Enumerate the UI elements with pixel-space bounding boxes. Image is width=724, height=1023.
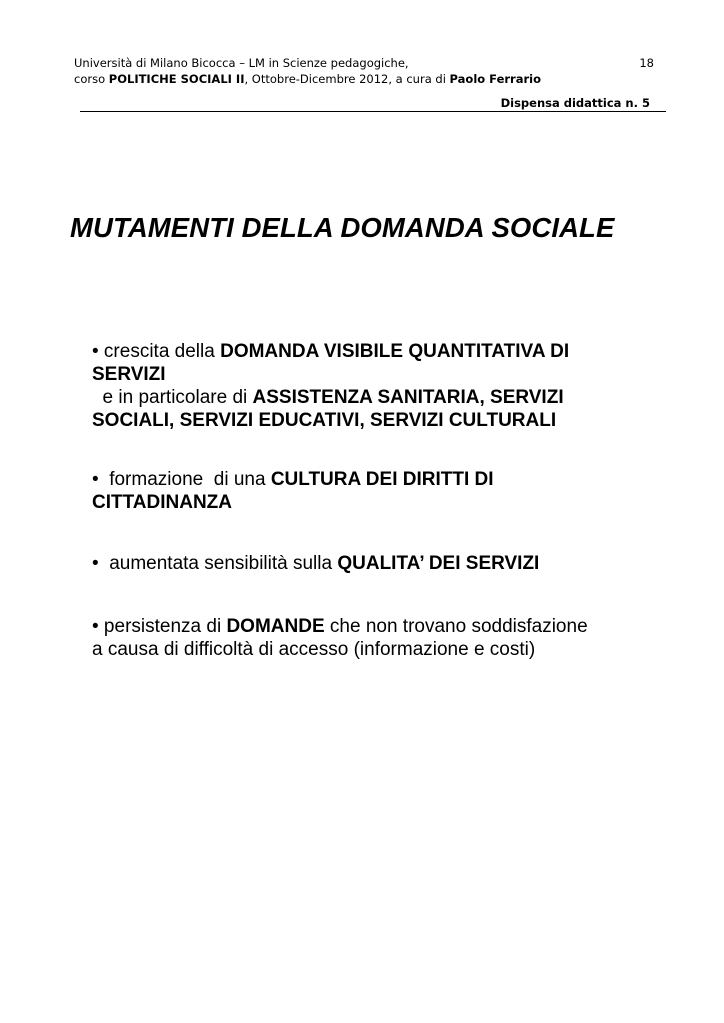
- bullet-text: e in particolare di: [92, 387, 253, 408]
- bullet-emphasis: ASSISTENZA SANITARIA, SERVIZI: [252, 387, 564, 408]
- bullet-emphasis: CULTURA DEI DIRITTI DI: [270, 469, 494, 490]
- header-course-prefix: corso: [74, 71, 109, 86]
- bullet-emphasis: DOMANDE: [226, 616, 325, 637]
- bullet-line: [92, 615, 652, 638]
- bullet-text: • formazione di una: [92, 469, 271, 490]
- bullet-emphasis: SERVIZI: [92, 364, 166, 385]
- bullet-line: [92, 491, 652, 514]
- bullet-line: [92, 363, 652, 386]
- bullet-text: • aumentata sensibilità sulla: [92, 553, 338, 574]
- bullet-emphasis: SOCIALI, SERVIZI EDUCATIVI, SERVIZI CULTURALI: [92, 410, 557, 431]
- bullet-emphasis: CITTADINANZA: [92, 492, 233, 513]
- header-line-1: Università di Milano Bicocca – LM in Scienze pedagogiche,: [74, 56, 409, 70]
- page-header: [74, 56, 658, 110]
- bullet-line: [92, 552, 652, 575]
- bullet-line: [92, 638, 652, 661]
- bullet-line: [92, 340, 652, 363]
- header-course-name: POLITICHE SOCIALI II: [108, 71, 245, 86]
- page-number: 18: [639, 56, 654, 70]
- header-author: Paolo Ferrario: [449, 71, 541, 86]
- bullet-text: a causa di difficoltà di accesso (informazione e costi): [92, 639, 536, 660]
- bullet-domanda-visibile: [92, 340, 652, 432]
- header-course-dates: , Ottobre-Dicembre 2012, a cura di: [244, 71, 450, 86]
- dispensa-label: Dispensa didattica n. 5: [500, 96, 650, 110]
- bullet-emphasis: QUALITA’ DEI SERVIZI: [337, 553, 540, 574]
- bullet-line: [92, 386, 652, 409]
- header-line-2: [74, 72, 658, 88]
- bullet-text: che non trovano soddisfazione: [324, 616, 588, 637]
- bullet-qualita-servizi: [92, 552, 652, 575]
- bullet-text: • crescita della: [92, 341, 221, 362]
- bullet-persistenza-domande: [92, 615, 652, 661]
- bullet-cultura-diritti: [92, 468, 652, 514]
- bullet-emphasis: DOMANDA VISIBILE QUANTITATIVA DI: [220, 341, 570, 362]
- bullet-text: • persistenza di: [92, 616, 227, 637]
- bullet-line: [92, 409, 652, 432]
- bullet-line: [92, 468, 652, 491]
- page-title: MUTAMENTI DELLA DOMANDA SOCIALE: [70, 212, 615, 243]
- header-divider: [80, 111, 666, 112]
